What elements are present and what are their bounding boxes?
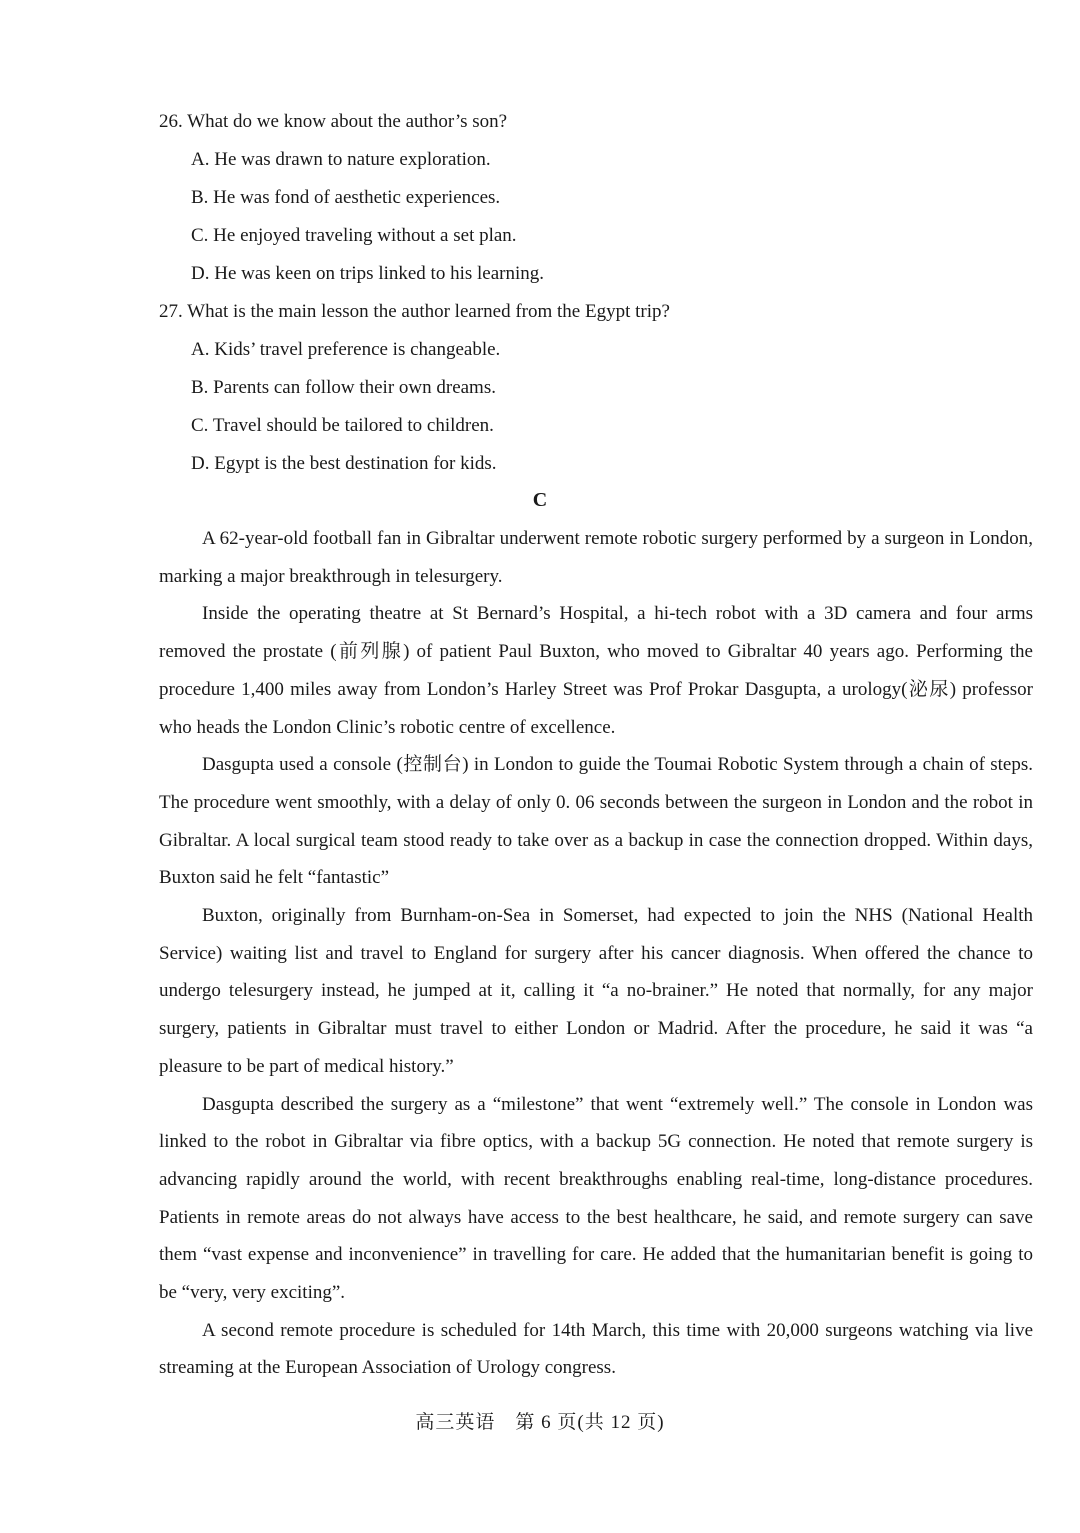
option-a: A. Kids’ travel preference is changeable. (191, 339, 501, 360)
paragraph-6: A second remote procedure is scheduled for 14th March, this time with 20,000 surgeons watching via live streaming at the European Association of Urology congress. (159, 1319, 1033, 1379)
option-d: D. He was keen on trips linked to his learning. (191, 263, 545, 284)
section-label: C (532, 489, 548, 511)
question-stem: 26. What do we know about the author’s son? (159, 111, 508, 132)
paragraph-2: Inside the operating theatre at St Bernard’s Hospital, a hi-tech robot with a 3D camera and four arms removed the prostate (前列腺) of patient Paul Buxton, who moved to Gibraltar 40 years ago. Performing the procedure 1,400 miles away from London’s Harley Street was Prof Prokar Dasgupta, a urology(泌尿) professor who heads the London Clinic’s robotic centre of excellence. (159, 603, 1033, 738)
paragraph-1: A 62-year-old football fan in Gibraltar underwent remote robotic surgery performed by a surgeon in London, marking a major breakthrough in telesurgery. (159, 528, 1033, 587)
question-26 (159, 103, 1039, 293)
question-stem: 27. What is the main lesson the author learned from the Egypt trip? (159, 301, 670, 322)
paragraph-3: Dasgupta used a console (控制台) in London to guide the Toumai Robotic System through a chain of steps. The procedure went smoothly, with a delay of only 0. 06 seconds between the surgeon in London and the robot in Gibraltar. A local surgical team stood ready to take over as a backup in case the connection dropped. Within days, Buxton said he felt “fantastic” (159, 754, 1033, 889)
option-c: C. Travel should be tailored to children. (191, 415, 494, 436)
paragraph-5: Dasgupta described the surgery as a “milestone” that went “extremely well.” The console in London was linked to the robot in Gibraltar via fibre optics, with a backup 5G connection. He noted that remote surgery is advancing rapidly around the world, with recent breakthroughs enabling real-time, long-distance procedures. Patients in remote areas do not always have access to the best healthcare, he said, and remote surgery can save them “vast expense and inconvenience” in travelling for care. He added that the humanitarian benefit is going to be “very, very exciting”. (159, 1093, 1033, 1304)
option-b: B. Parents can follow their own dreams. (191, 377, 496, 398)
option-d: D. Egypt is the best destination for kids. (191, 453, 497, 474)
question-27 (159, 293, 1039, 483)
option-c: C. He enjoyed traveling without a set plan. (191, 225, 517, 246)
page-footer: 高三英语 第 6 页(共 12 页) (415, 1412, 665, 1433)
option-a: A. He was drawn to nature exploration. (191, 149, 491, 170)
option-b: B. He was fond of aesthetic experiences. (191, 187, 501, 208)
paragraph-4: Buxton, originally from Burnham-on-Sea in Somerset, had expected to join the NHS (National Health Service) waiting list and travel to England for surgery after his cancer diagnosis. When offered the chance to undergo telesurgery instead, he jumped at it, calling it “a no-brainer.” He noted that normally, for any major surgery, patients in Gibraltar must travel to either London or Madrid. After the procedure, he said it was “a pleasure to be part of medical history.” (159, 905, 1033, 1077)
passage-c (159, 520, 1033, 1387)
